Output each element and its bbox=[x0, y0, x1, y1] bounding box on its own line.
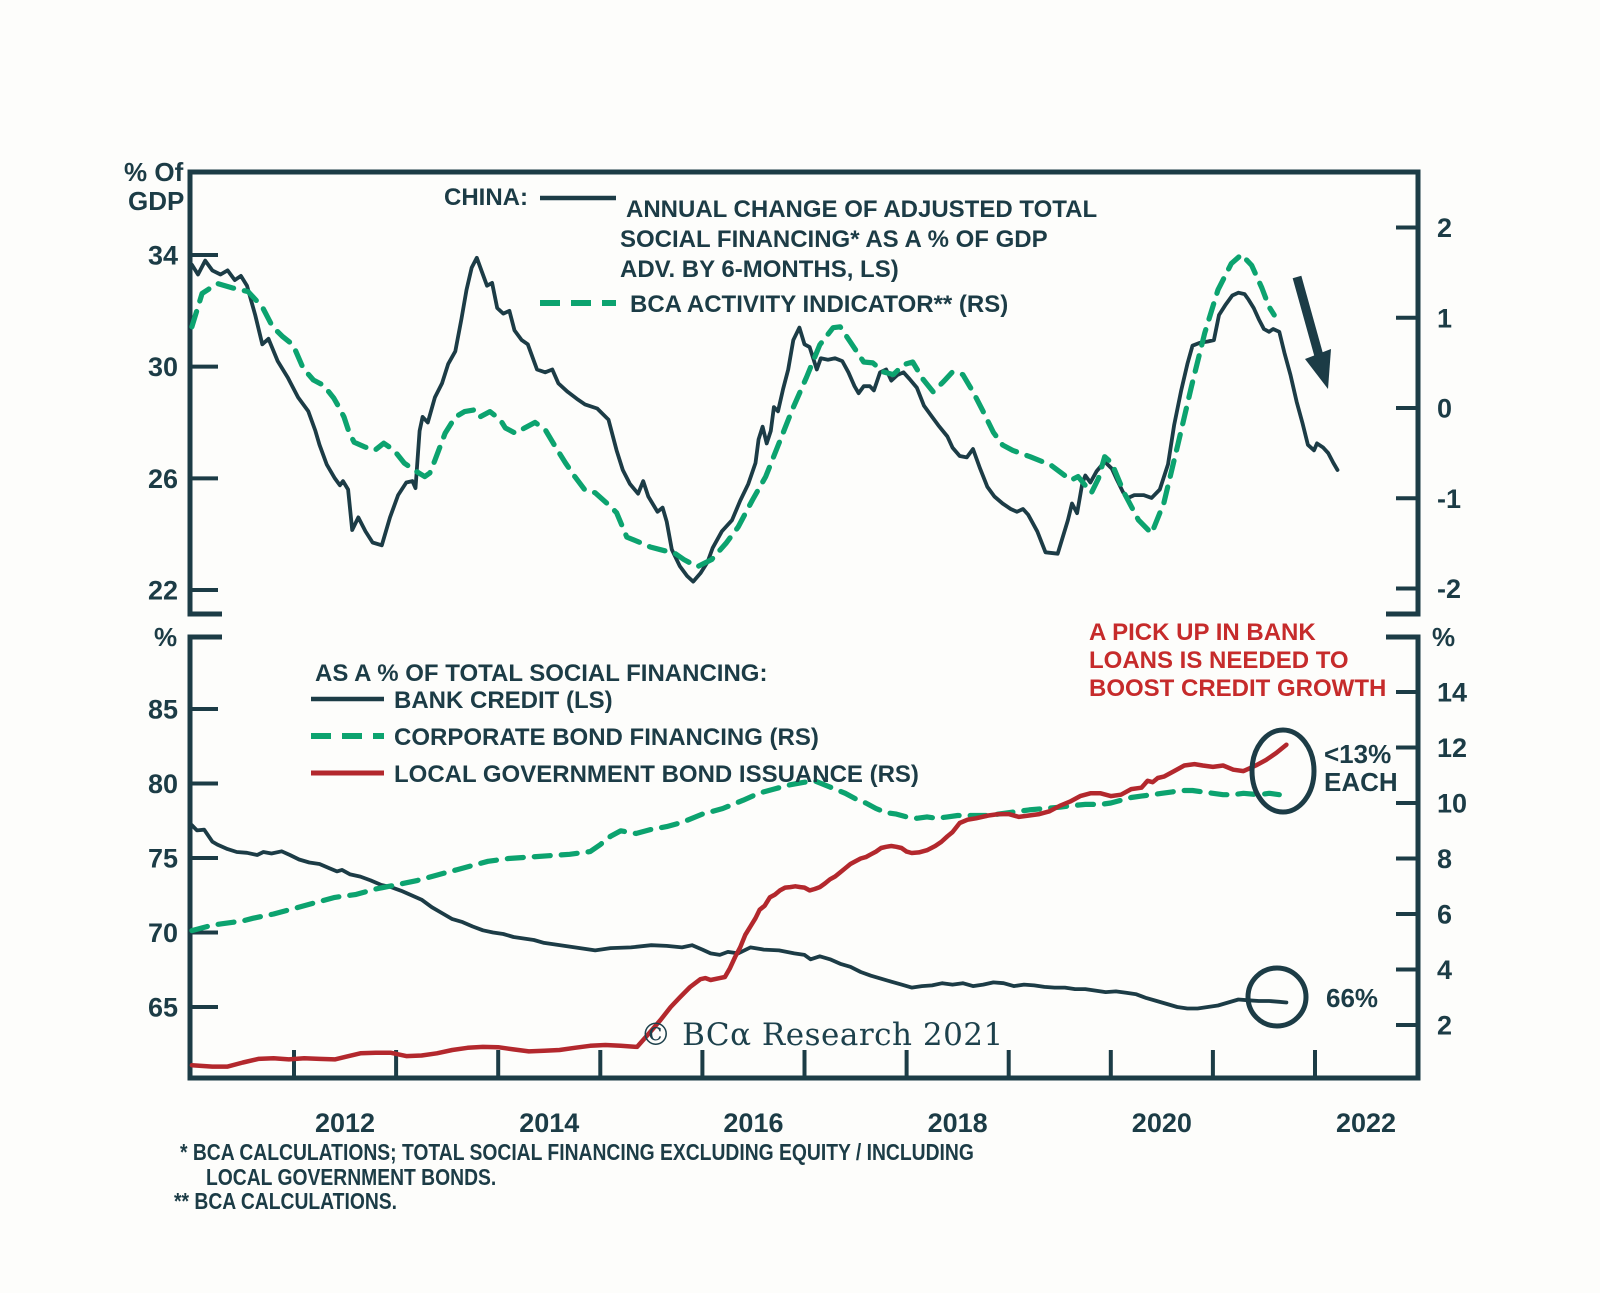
footnote-line1: * BCA CALCULATIONS; TOTAL SOCIAL FINANCING EXCLUDING EQUITY / INCLUDING bbox=[180, 1140, 974, 1166]
axis-tick-label: 4 bbox=[1437, 955, 1453, 985]
axis-tick-label: 12 bbox=[1437, 733, 1468, 763]
axis-tick-label: 65 bbox=[147, 992, 178, 1023]
red-annotation-line1: A PICK UP IN BANK bbox=[1089, 619, 1316, 646]
bca-legend-label: BCA ACTIVITY INDICATOR** (RS) bbox=[630, 291, 1009, 318]
axis-tick-label: 70 bbox=[147, 918, 178, 948]
down-arrow-annotation bbox=[1297, 277, 1331, 389]
bottom-legend-header: AS A % OF TOTAL SOCIAL FINANCING: bbox=[315, 660, 768, 687]
top-right-axis bbox=[1396, 213, 1461, 604]
top-left-axis bbox=[148, 241, 218, 606]
tsf-legend-label-line3: ADV. BY 6-MONTHS, LS) bbox=[620, 256, 899, 283]
year-label: 2012 bbox=[315, 1108, 376, 1138]
axis-tick-label: 2 bbox=[1437, 1010, 1453, 1041]
top-left-unit-line2: GDP bbox=[128, 186, 185, 216]
tsf-legend-label-line1: ANNUAL CHANGE OF ADJUSTED TOTAL bbox=[626, 196, 1098, 223]
tsf-legend-label-line2: SOCIAL FINANCING* AS A % OF GDP bbox=[620, 226, 1048, 253]
footnote-line3: ** BCA CALCULATIONS. bbox=[174, 1189, 398, 1215]
axis-tick-label: 2 bbox=[1437, 213, 1453, 243]
axis-tick-label: 34 bbox=[147, 240, 178, 271]
bottom-right-axis bbox=[1396, 678, 1467, 1041]
axis-tick-label: 30 bbox=[147, 352, 178, 383]
bottom-left-unit: % bbox=[154, 622, 178, 652]
axis-tick-label: 22 bbox=[147, 575, 178, 606]
circle-label-line2: EACH bbox=[1324, 767, 1398, 797]
year-label: 2016 bbox=[723, 1108, 784, 1138]
year-label: 2020 bbox=[1131, 1108, 1192, 1138]
top-left-unit-line1: % Of bbox=[124, 157, 184, 187]
axis-tick-label: 26 bbox=[147, 463, 178, 494]
corporate-bond-line bbox=[192, 781, 1279, 931]
red-annotation-line2: LOANS IS NEEDED TO bbox=[1089, 647, 1349, 674]
corporate-bond-legend-label: CORPORATE BOND FINANCING (RS) bbox=[394, 724, 819, 751]
axis-tick-label: 14 bbox=[1437, 677, 1468, 708]
china-label: CHINA: bbox=[444, 184, 528, 211]
bank-credit-end-label: 66% bbox=[1326, 983, 1379, 1013]
axis-tick-label: 0 bbox=[1437, 393, 1453, 424]
year-label: 2018 bbox=[927, 1108, 988, 1138]
footnote-line2: LOCAL GOVERNMENT BONDS. bbox=[206, 1165, 497, 1191]
bank-credit-circle-annotation bbox=[1248, 968, 1306, 1026]
axis-tick-label: -2 bbox=[1437, 574, 1462, 604]
red-annotation-line3: BOOST CREDIT GROWTH bbox=[1089, 675, 1387, 702]
axis-tick-label: 80 bbox=[147, 769, 178, 799]
axis-tick-label: 8 bbox=[1437, 844, 1453, 874]
lgb-legend-label: LOCAL GOVERNMENT BOND ISSUANCE (RS) bbox=[394, 761, 919, 788]
axis-tick-label: 1 bbox=[1437, 303, 1453, 334]
bottom-panel-frame bbox=[190, 637, 1418, 1078]
year-label: 2022 bbox=[1336, 1108, 1397, 1138]
bottom-right-unit: % bbox=[1432, 622, 1456, 652]
year-label: 2014 bbox=[519, 1108, 580, 1138]
axis-tick-label: 75 bbox=[147, 843, 178, 874]
bond-lines-circle-annotation bbox=[1252, 730, 1314, 812]
bca-research-watermark: © BCα Research 2021 bbox=[640, 1017, 1004, 1053]
axis-tick-label: 85 bbox=[147, 694, 178, 725]
x-axis bbox=[294, 1050, 1396, 1138]
axis-tick-label: 6 bbox=[1437, 899, 1453, 930]
bank-credit-legend-label: BANK CREDIT (LS) bbox=[394, 687, 613, 714]
axis-tick-label: 10 bbox=[1437, 788, 1468, 819]
bottom-left-axis bbox=[148, 695, 218, 1023]
axis-tick-label: -1 bbox=[1437, 483, 1462, 514]
bank-credit-line bbox=[192, 825, 1287, 1008]
circle-label-line1: <13% bbox=[1324, 739, 1392, 769]
